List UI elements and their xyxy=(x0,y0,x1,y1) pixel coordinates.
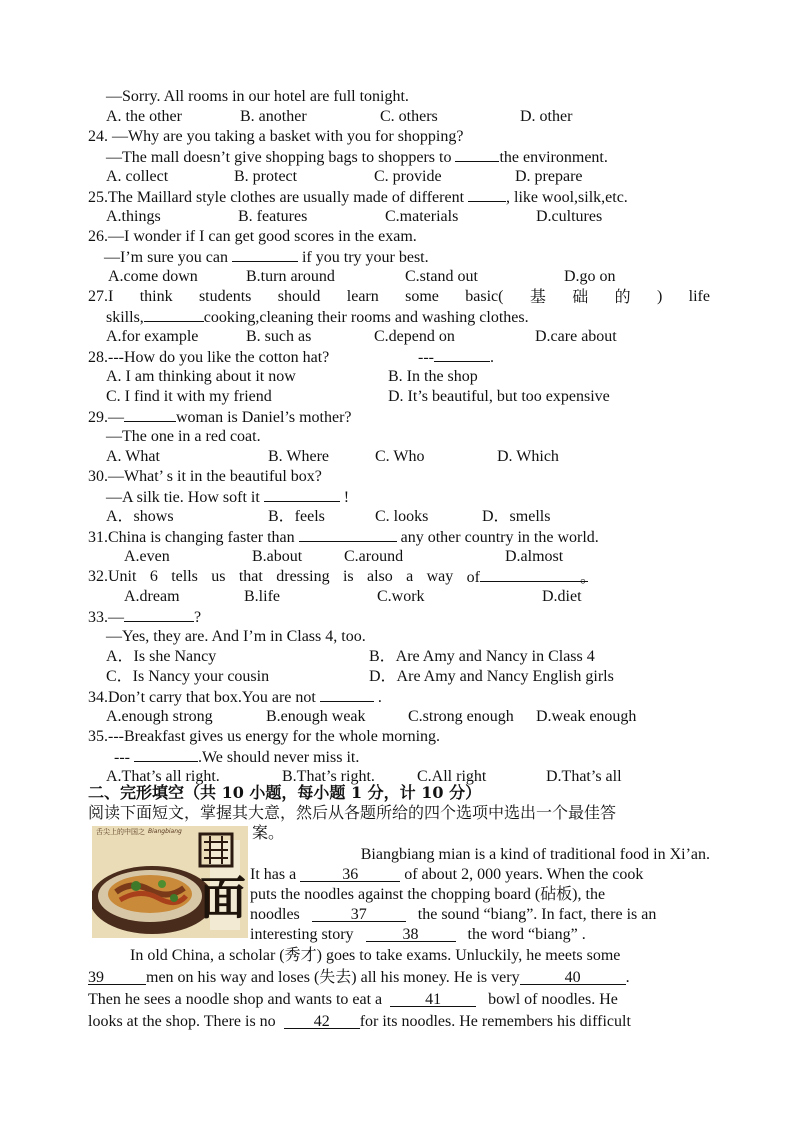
passage-line-5-part2: the word “biang” . xyxy=(467,926,586,943)
q34-stem xyxy=(88,687,710,707)
q25-option-c[interactable]: C.materials xyxy=(385,208,459,225)
q30-reply-part2: ! xyxy=(343,489,350,506)
q25-option-b[interactable]: B. features xyxy=(238,208,308,225)
q27-word: 基 xyxy=(529,287,546,306)
q32-word: 32.Unit xyxy=(88,568,137,585)
q23-option-a[interactable]: A. the other xyxy=(106,108,182,125)
section-2-title: 二、完形填空（共 10 小题，每小题 1 分，计 10 分） xyxy=(88,783,482,802)
q30-option-d[interactable]: D．smells xyxy=(482,508,551,525)
q27-option-a[interactable]: A.for example xyxy=(106,328,199,345)
q24-option-c[interactable]: C. provide xyxy=(374,168,442,185)
q30-blank[interactable] xyxy=(264,487,340,502)
blank-41[interactable]: 41 xyxy=(390,992,476,1007)
q30-stem: 30.—What’ s it in the beautiful box? xyxy=(88,468,322,485)
q24-option-d[interactable]: D. prepare xyxy=(515,168,583,185)
q35-blank[interactable] xyxy=(134,747,198,762)
q30-reply-part1: —A silk tie. How soft it xyxy=(106,489,260,506)
q28-option-c[interactable]: C. I find it with my friend xyxy=(106,388,272,405)
q28-stem-part3: . xyxy=(489,349,494,366)
q27-option-b[interactable]: B. such as xyxy=(246,328,312,345)
q27-word: some xyxy=(405,288,439,305)
q28-options-row2 xyxy=(106,387,728,407)
q31-option-c[interactable]: C.around xyxy=(344,548,404,565)
q32-word-with-blank xyxy=(467,567,588,587)
q26-option-b[interactable]: B.turn around xyxy=(246,268,335,285)
q27-word: basic( xyxy=(465,288,504,305)
q31-options xyxy=(124,547,746,567)
q27-word: think xyxy=(139,288,173,305)
q31-option-b[interactable]: B.about xyxy=(252,548,303,565)
q33-stem-part1: 33.— xyxy=(88,609,124,626)
q27-line2-part1: skills, xyxy=(106,309,144,326)
q28-stem-part1: 28.---How do you like the cotton hat? xyxy=(88,349,330,366)
q27-option-c[interactable]: C.depend on xyxy=(374,328,455,345)
passage-line-4-part2: the sound “biang”. In fact, there is an xyxy=(417,906,657,923)
q30-option-a[interactable]: A．shows xyxy=(106,508,174,525)
q28-option-d[interactable]: D. It’s beautiful, but too expensive xyxy=(388,388,610,405)
passage-line-7-part2: . xyxy=(625,969,630,986)
q27-word: should xyxy=(277,288,321,305)
section-2-instructions: 阅读下面短文，掌握其大意，然后从各题所给的四个选项中选出一个最佳答 xyxy=(88,803,617,822)
q32-option-a[interactable]: A.dream xyxy=(124,588,180,605)
q32-word: is xyxy=(342,568,354,585)
q32-option-d[interactable]: D.diet xyxy=(542,588,582,605)
photo-caption-small: 舌尖上的中国之 xyxy=(96,828,145,836)
q31-option-d[interactable]: D.almost xyxy=(505,548,564,565)
q27-line2-part2: cooking,cleaning their rooms and washing clothes. xyxy=(203,309,529,326)
biangbiang-noodle-photo xyxy=(92,826,248,938)
q35-reply-part1: --- xyxy=(114,749,130,766)
q24-option-b[interactable]: B. protect xyxy=(234,168,298,185)
q34-option-d[interactable]: D.weak enough xyxy=(536,708,637,725)
blank-42[interactable]: 42 xyxy=(284,1014,360,1029)
q23-option-c[interactable]: C. others xyxy=(380,108,438,125)
photo-caption-pinyin: Biangbiang xyxy=(148,828,182,835)
q35-reply-part2: .We should never miss it. xyxy=(197,749,360,766)
biang-glyph-icon xyxy=(196,830,236,870)
q30-options xyxy=(106,507,728,527)
q24-options xyxy=(106,167,728,187)
q27-option-d[interactable]: D.care about xyxy=(535,328,617,345)
q32-word: that xyxy=(238,568,263,585)
q29-option-a[interactable]: A. What xyxy=(106,448,160,465)
photo-big-character: 面 xyxy=(200,871,246,925)
q26-stem: 26.—I wonder if I can get good scores in the exam. xyxy=(88,228,417,245)
q31-stem xyxy=(88,527,710,547)
passage-line-2-part1: It has a xyxy=(250,866,297,883)
q28-stem xyxy=(88,347,710,367)
q24-reply-part1: —The mall doesn’t give shopping bags to shoppers to xyxy=(106,149,452,166)
q28-options-row1 xyxy=(106,367,728,387)
q31-stem-part1: 31.China is changing faster than xyxy=(88,529,295,546)
q26-reply-part2: if you try your best. xyxy=(301,249,429,266)
q32-blank[interactable] xyxy=(480,567,588,582)
q34-option-a[interactable]: A.enough strong xyxy=(106,708,213,725)
q29-options xyxy=(106,447,728,467)
q29-blank[interactable] xyxy=(124,407,176,422)
q31-blank[interactable] xyxy=(299,527,397,542)
q27-word: life xyxy=(688,288,710,305)
passage-line-9 xyxy=(88,1011,710,1033)
passage-line-5-part1: interesting story xyxy=(250,926,354,943)
q27-options xyxy=(106,327,728,347)
q32-word: way xyxy=(426,568,454,585)
q34-stem-part1: 34.Don’t carry that box.You are not xyxy=(88,689,316,706)
q30-option-b[interactable]: B．feels xyxy=(268,508,325,525)
q25-option-d[interactable]: D.cultures xyxy=(536,208,603,225)
q26-option-d[interactable]: D.go on xyxy=(564,268,616,285)
q25-stem-part2: , like wool,silk,etc. xyxy=(506,189,628,206)
q35-option-c[interactable]: C.All right xyxy=(417,768,487,785)
q27-blank[interactable] xyxy=(144,307,204,322)
q33-options-row2 xyxy=(106,667,728,687)
q32-word: tells xyxy=(171,568,198,585)
q34-stem-part2: . xyxy=(377,689,382,706)
q26-options xyxy=(108,267,730,287)
passage-line-7 xyxy=(88,967,710,989)
q29-stem-part1: 29.— xyxy=(88,409,124,426)
q32-word: us xyxy=(211,568,226,585)
q32-option-b[interactable]: B.life xyxy=(244,588,280,605)
passage-line-4-part1: noodles xyxy=(250,906,300,923)
q26-option-c[interactable]: C.stand out xyxy=(405,268,478,285)
q35-stem: 35.---Breakfast gives us energy for the whole morning. xyxy=(88,728,441,745)
q26-option-a[interactable]: A.come down xyxy=(108,268,198,285)
q29-option-d[interactable]: D. Which xyxy=(497,448,559,465)
q32-option-c[interactable]: C.work xyxy=(377,588,425,605)
q23-options xyxy=(106,107,728,127)
q26-reply xyxy=(104,247,726,267)
passage-line-8 xyxy=(88,989,710,1011)
q34-blank[interactable] xyxy=(320,687,374,702)
q25-options xyxy=(106,207,728,227)
q29-reply: —The one in a red coat. xyxy=(106,428,261,445)
q33-reply: —Yes, they are. And I’m in Class 4, too. xyxy=(106,628,366,645)
q32-end-mark: 。 xyxy=(580,567,597,586)
q27-word: students xyxy=(198,288,252,305)
q25-stem xyxy=(88,187,710,207)
q30-reply xyxy=(106,487,728,507)
q32-word: of xyxy=(466,569,480,586)
q26-reply-part1: —I’m sure you can xyxy=(104,249,228,266)
q32-word: a xyxy=(406,568,414,585)
q32-stem xyxy=(88,567,588,587)
passage-line-4 xyxy=(250,905,710,925)
blank-40[interactable]: 40 xyxy=(520,970,626,985)
q32-options xyxy=(124,587,746,607)
q27-stem-line1 xyxy=(88,287,710,307)
q27-word: 础 xyxy=(572,287,589,306)
q33-option-d[interactable]: D．Are Amy and Nancy English girls xyxy=(369,668,614,685)
passage-line-9-part2: for its noodles. He remembers his difficult xyxy=(359,1013,631,1030)
q35-option-d[interactable]: D.That’s all xyxy=(546,768,622,785)
q23-option-d[interactable]: D. other xyxy=(520,108,573,125)
q26-blank[interactable] xyxy=(232,247,298,262)
blank-38[interactable]: 38 xyxy=(366,927,456,942)
passage-line-3: puts the noodles against the chopping board (砧板), the xyxy=(250,886,606,903)
q29-stem xyxy=(88,407,710,427)
q35-option-a[interactable]: A.That’s all right. xyxy=(106,768,220,785)
q33-options-row1 xyxy=(106,647,728,667)
q34-options xyxy=(106,707,728,727)
biang-character-graphic xyxy=(196,830,236,870)
q24-option-a[interactable]: A. collect xyxy=(106,168,169,185)
passage-line-7-part1: men on his way and loses (失去) all his money. He is very xyxy=(146,969,520,986)
passage-line-2 xyxy=(250,865,710,885)
q34-option-c[interactable]: C.strong enough xyxy=(408,708,514,725)
q31-stem-part2: any other country in the world. xyxy=(400,529,599,546)
q33-stem-part2: ? xyxy=(194,609,202,626)
q33-option-a[interactable]: A．Is she Nancy xyxy=(106,648,217,665)
section-2-instructions-end: 案。 xyxy=(252,823,285,842)
passage-line-1: Biangbiang mian is a kind of traditional food in Xi’an. xyxy=(360,846,710,863)
q24-reply xyxy=(106,147,728,167)
q24-blank[interactable] xyxy=(455,147,499,162)
q33-blank[interactable] xyxy=(124,607,194,622)
q24-reply-part2: the environment. xyxy=(499,149,608,166)
q30-option-c[interactable]: C. looks xyxy=(375,508,429,525)
q31-option-a[interactable]: A.even xyxy=(124,548,170,565)
q29-option-c[interactable]: C. Who xyxy=(375,448,425,465)
q27-word: 的 xyxy=(614,287,631,306)
q28-option-b[interactable]: B. In the shop xyxy=(388,368,478,385)
q35-option-b[interactable]: B.That’s right. xyxy=(282,768,375,785)
q27-word: learn xyxy=(346,288,379,305)
q34-option-b[interactable]: B.enough weak xyxy=(266,708,366,725)
blank-39[interactable]: 39 xyxy=(88,970,146,985)
q28-stem-part2: --- xyxy=(418,349,434,366)
q25-blank[interactable] xyxy=(468,187,506,202)
q27-stem-line2 xyxy=(106,307,728,327)
q32-word: 6 xyxy=(149,568,158,585)
q29-stem-part2: woman is Daniel’s mother? xyxy=(176,409,352,426)
q32-word: dressing xyxy=(276,568,330,585)
q27-word: ) xyxy=(656,288,663,305)
q33-stem xyxy=(88,607,710,627)
q25-option-a[interactable]: A.things xyxy=(106,208,161,225)
q33-option-b[interactable]: B．Are Amy and Nancy in Class 4 xyxy=(369,648,595,665)
q25-stem-part1: 25.The Maillard style clothes are usually made of different xyxy=(88,189,465,206)
q29-option-b[interactable]: B. Where xyxy=(268,448,330,465)
passage-line-2-part2: of about 2, 000 years. When the cook xyxy=(404,866,644,883)
blank-36[interactable]: 36 xyxy=(300,867,400,882)
q28-option-a[interactable]: A. I am thinking about it now xyxy=(106,368,296,385)
q28-blank[interactable] xyxy=(434,347,490,362)
passage-line-8-part1: Then he sees a noodle shop and wants to eat a xyxy=(88,991,383,1008)
passage-line-6: In old China, a scholar (秀才) goes to take exams. Unluckily, he meets some xyxy=(130,947,621,964)
blank-37[interactable]: 37 xyxy=(312,907,406,922)
q24-stem: 24. —Why are you taking a basket with you for shopping? xyxy=(88,128,464,145)
q35-reply xyxy=(114,747,736,767)
q23-reply: —Sorry. All rooms in our hotel are full tonight. xyxy=(106,88,409,105)
passage-line-9-part1: looks at the shop. There is no xyxy=(88,1013,276,1030)
passage-line-5 xyxy=(250,925,710,945)
q33-option-c[interactable]: C．Is Nancy your cousin xyxy=(106,668,270,685)
q27-word: 27.I xyxy=(88,288,114,305)
q23-option-b[interactable]: B. another xyxy=(240,108,307,125)
q32-word: also xyxy=(366,568,393,585)
passage-line-8-part2: bowl of noodles. He xyxy=(488,991,618,1008)
